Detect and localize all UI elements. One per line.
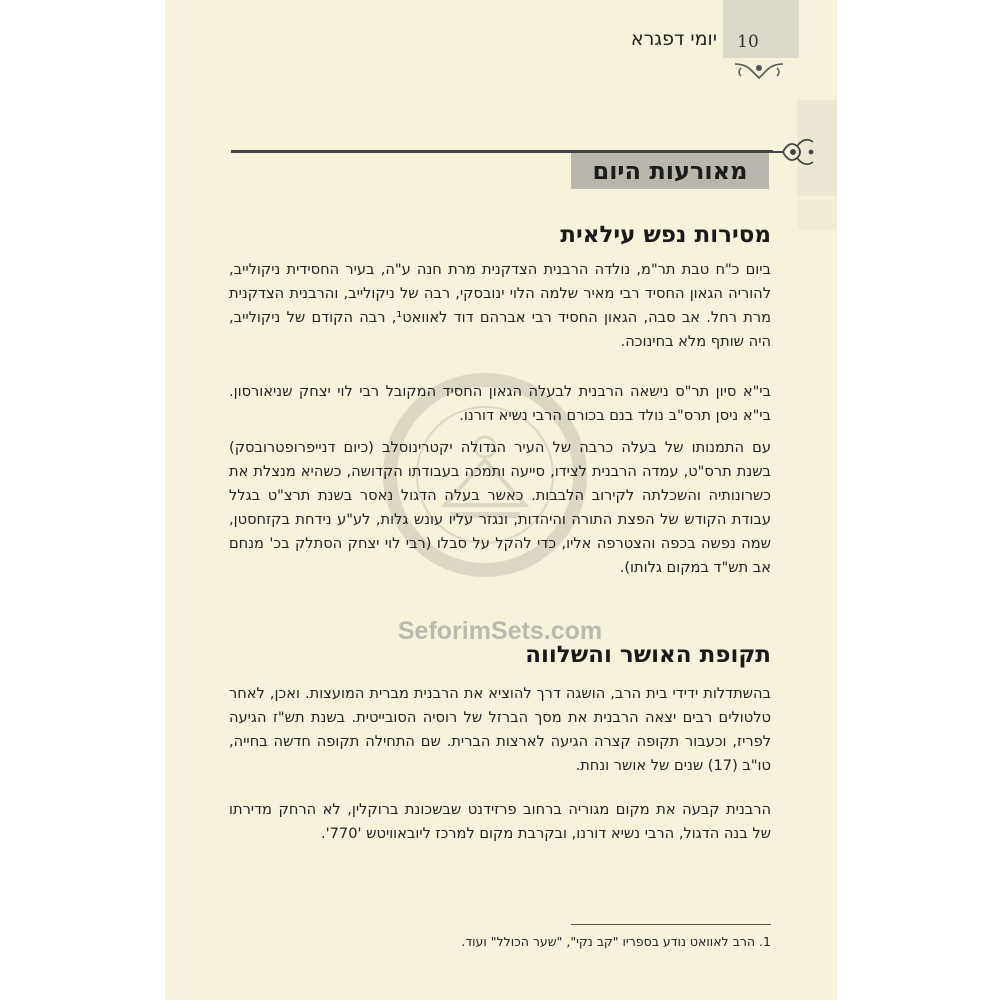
footnote: 1. הרב לאוואט נודע בספריו "קב נקי", "שער הכולל" ועוד. (461, 934, 771, 949)
paragraph: הרבנית קבעה את מקום מגוריה ברחוב פרזידנט שבשכונת ברוקלין, לא הרחק מדירתו של בנה הדגול, הרבי נשיא דורנו, ובקרבת מקום למרכז ליובאוויטש '770'. (229, 801, 771, 842)
paragraph: בהשתדלות ידידי בית הרב, הושגה דרך להוציא את הרבנית מברית המועצות. ואכן, לאחר טלטולים רבים יצאה הרבנית את מסך הברזל של רוסיה הסובייטית. בשנת תש"ז הגיעה לפריז, וכעבור תקופה קצרה הגיעה לארצות הברית. שם התחילה תקופה חדשה בחייה, טו"ב (17) שנים של אושר ונחת. (229, 685, 771, 774)
background-bleed-block (797, 200, 837, 230)
book-page (165, 0, 837, 1000)
header-ornament-icon (731, 60, 787, 82)
running-header: יומי דפגרא (630, 28, 717, 50)
site-watermark: SeforimSets.com (397, 617, 603, 645)
heading-dedication: מסירות נפש עילאית (560, 222, 771, 248)
section-ornament-icon (769, 132, 817, 172)
section-title: מאורעות היום (571, 153, 769, 189)
page-number: 10 (737, 32, 759, 52)
footnote-rule (571, 924, 771, 925)
paragraph: בי"א סיון תר"ס נישאה הרבנית לבעלה הגאון החסיד המקובל רבי לוי יצחק שניאורסון. בי"א ניסן תרס"ב נולד בנם בכורם הרבי נשיא דורנו. (229, 383, 771, 424)
paragraph: ביום כ"ח טבת תר"מ, נולדה הרבנית הצדקנית מרת חנה ע"ה, בעיר החסידית ניקולייב, להוריה הגאון החסיד רבי מאיר שלמה הלוי ינובסקי, רבה של ניקולייב, והרבנית הצדקנית מרת רחל. אב סבה, הגאון החסיד רבי אברהם דוד לאוואט¹, רבה הקודם של ניקולייב, היה שותף מלא בחינוכה. (229, 261, 771, 350)
heading-period: תקופת האושר והשלווה (525, 642, 771, 668)
paragraph: עם התמנותו של בעלה כרבה של העיר הגדולה יקטרינוסלב (כיום דנייפרופטרובסק) בשנת תרס"ט, עמדה הרבנית לצידו, סייעה ותמכה בעבודתו הקדושה, כשהיא מנצלת את כשרונותיה והשכלתה לקירוב הלבבות. כאשר בעלה הדגול נאסר בשנת תרצ"ט בגלל עבודת הקודש של הפצת התורה והיהדות, ונגזר עליו עונש גלות, לע"ע נידחת בקזחסטן, שמה נפשה בכפה והצטרפה אליו, כדי להקל על סבלו (רבי לוי יצחק הסתלק בכ' מנחם אב תש"ד במקום גלותו). (229, 439, 771, 576)
